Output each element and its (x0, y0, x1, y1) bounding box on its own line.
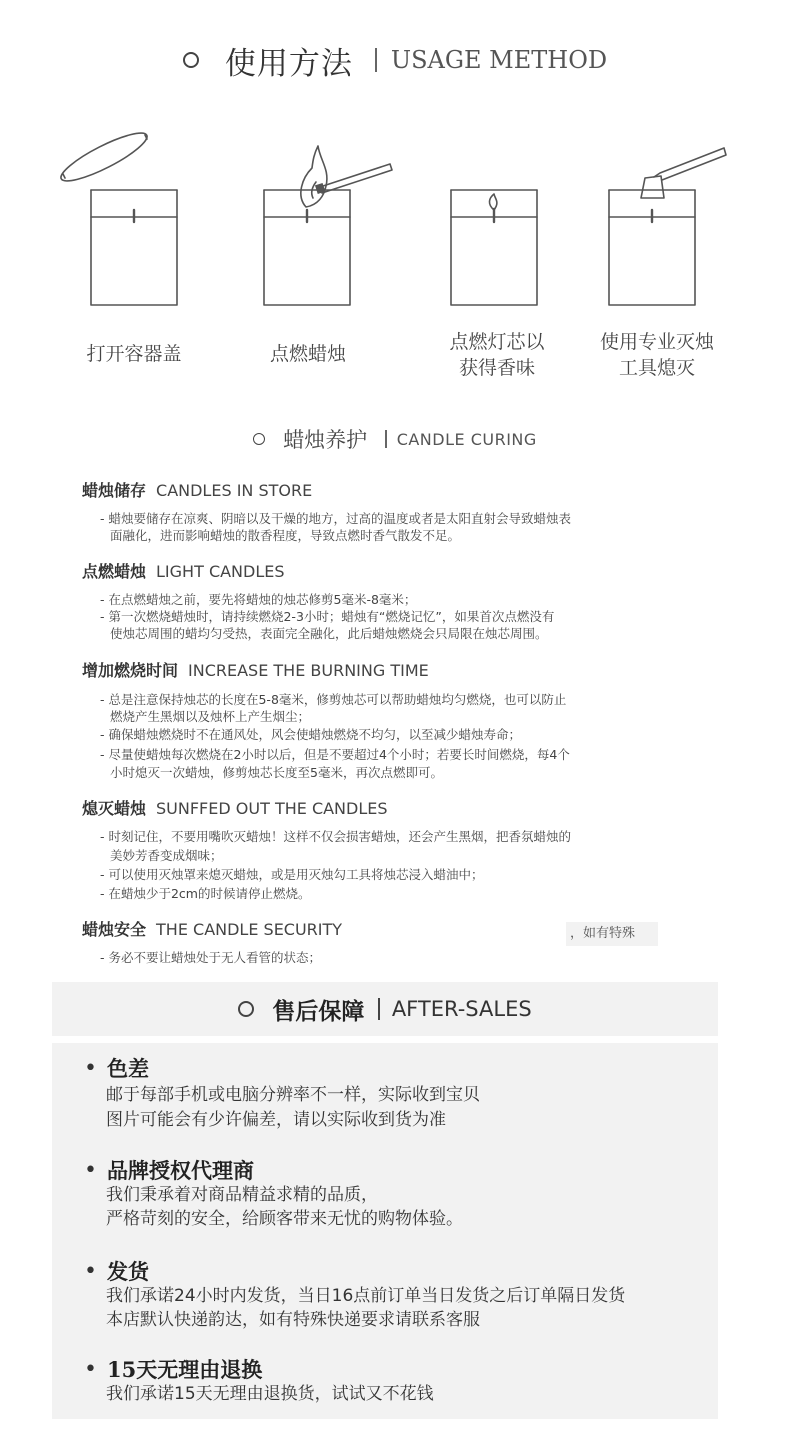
care-heading-en: INCREASE THE BURNING TIME (188, 661, 429, 680)
stray-text-fragment: ，如有特殊 (566, 922, 658, 946)
care-heading-en: CANDLES IN STORE (156, 481, 313, 500)
after-sales-line: 图片可能会有少许偏差，请以实际收到货为准 (106, 1110, 446, 1130)
care-section-heading (82, 917, 342, 940)
after-sales-line: 我们秉承着对商品精益求精的品质， (106, 1185, 378, 1205)
step-caption-line: 点燃灯芯以 (449, 331, 545, 353)
circle-icon (183, 52, 199, 68)
care-line: 面融化，进而影响蜡烛的散香程度，导致点燃时香气散发不足。 (110, 528, 461, 543)
after-sales-heading-text: 15天无理由退换 (106, 1357, 263, 1382)
care-line: - 务必不要让蜡烛处于无人看管的状态； (100, 950, 321, 965)
after-sales-item-heading (84, 1155, 254, 1185)
care-section-heading (82, 478, 312, 501)
care-heading-zh: 蜡烛安全 (82, 920, 147, 939)
usage-title-en: USAGE METHOD (390, 46, 608, 74)
after-sales-heading-text: 色差 (106, 1056, 149, 1081)
bullet: • (84, 1258, 97, 1284)
care-heading-zh: 增加燃烧时间 (82, 661, 179, 680)
circle-icon (253, 433, 265, 445)
care-heading-en: SUNFFED OUT THE CANDLES (156, 799, 388, 818)
care-heading-en: LIGHT CANDLES (156, 562, 285, 581)
after-sales-title-en: AFTER-SALES (391, 997, 532, 1021)
after-sales-title-zh: 售后保障 (272, 997, 365, 1025)
care-section-heading (82, 658, 429, 681)
circle-icon (238, 1001, 254, 1017)
care-line: - 可以使用灭烛罩来熄灭蜡烛，或是用灭烛勾工具将烛芯浸入蜡油中； (100, 867, 484, 882)
after-sales-line: 我们承诺15天无理由退换货，试试又不花钱 (106, 1384, 434, 1404)
divider (375, 48, 377, 72)
care-header (0, 422, 790, 456)
open-lid-jar-icon (56, 125, 177, 305)
after-sales-heading-text: 品牌授权代理商 (106, 1158, 254, 1183)
usage-illustrations (0, 110, 790, 320)
after-sales-line: 本店默认快递韵达，如有特殊快递要求请联系客服 (106, 1310, 480, 1330)
care-line: - 第一次燃烧蜡烛时，请持续燃烧2-3小时；蜡烛有“燃烧记忆”，如果首次点燃没有 (100, 609, 555, 624)
step-caption-line: 使用专业灭烛 (599, 331, 714, 353)
after-sales-item-heading (84, 1354, 262, 1384)
care-section-heading (82, 559, 285, 582)
care-line: - 蜡烛要储存在凉爽、阴暗以及干燥的地方，过高的温度或者是太阳直射会导致蜡烛表 (100, 511, 571, 526)
step-caption-open-lid (44, 341, 224, 367)
divider (378, 998, 380, 1020)
care-line: - 尽量使蜡烛每次燃烧在2小时以后，但是不要超过4个小时；若要长时间燃烧，每4个 (100, 747, 570, 762)
care-line: - 总是注意保持烛芯的长度在5-8毫米，修剪烛芯可以帮助蜡烛均匀燃烧，也可以防止 (100, 692, 567, 707)
usage-header (0, 30, 790, 90)
care-line: - 确保蜡烛燃烧时不在通风处，风会使蜡烛燃烧不均匀，以至减少蜡烛寿命； (100, 727, 521, 742)
step-caption-line: 点燃蜡烛 (269, 343, 346, 365)
after-sales-item-heading (84, 1053, 149, 1083)
after-sales-line: 邮于每部手机或电脑分辨率不一样，实际收到宝贝 (106, 1085, 480, 1105)
care-heading-zh: 点燃蜡烛 (82, 562, 147, 581)
care-title-zh: 蜡烛养护 (283, 428, 368, 452)
care-heading-zh: 熄灭蜡烛 (82, 799, 147, 818)
burning-candle-icon (451, 190, 537, 305)
step-caption-light-candle (218, 341, 398, 367)
bullet: • (84, 1157, 97, 1183)
after-sales-heading-text: 发货 (106, 1259, 149, 1284)
care-line: - 时刻记住，不要用嘴吹灭蜡烛！这样不仅会损害蜡烛，还会产生黑烟，把香氛蜡烛的 (100, 829, 571, 844)
step-caption-extinguish (567, 329, 747, 381)
care-line: 燃烧产生黑烟以及烛杯上产生烟尘； (110, 709, 311, 724)
bullet: • (84, 1055, 97, 1081)
care-line: 小时熄灭一次蜡烛，修剪烛芯长度至5毫米，再次点燃即可。 (110, 765, 443, 780)
care-line: - 在点燃蜡烛之前，要先将蜡烛的烛芯修剪5毫米-8毫米； (100, 592, 417, 607)
after-sales-header (52, 982, 718, 1036)
care-section-heading (82, 796, 388, 819)
snuffer-tool-icon (609, 148, 726, 305)
care-title-en: CANDLE CURING (396, 429, 537, 449)
care-line: 使烛芯周围的蜡均匀受热，表面完全融化，此后蜡烛燃烧会只局限在烛芯周围。 (110, 626, 548, 641)
care-line: 美妙芳香变成烟味； (110, 848, 223, 863)
bullet: • (84, 1356, 97, 1382)
light-candle-icon (264, 146, 392, 305)
care-heading-en: THE CANDLE SECURITY (156, 920, 343, 939)
step-caption-light-wick (407, 329, 587, 381)
after-sales-item-heading (84, 1256, 149, 1286)
usage-title-zh: 使用方法 (224, 45, 353, 82)
step-caption-line: 打开容器盖 (86, 343, 182, 365)
step-caption-line: 获得香味 (458, 357, 535, 379)
care-line: - 在蜡烛少于2cm的时候请停止燃烧。 (100, 886, 311, 901)
care-heading-zh: 蜡烛储存 (82, 481, 147, 500)
divider (385, 430, 387, 448)
after-sales-line: 我们承诺24小时内发货，当日16点前订单当日发货之后订单隔日发货 (106, 1286, 626, 1306)
step-caption-line: 工具熄灭 (618, 357, 695, 379)
after-sales-line: 严格苛刻的安全，给顾客带来无忧的购物体验。 (106, 1209, 463, 1229)
